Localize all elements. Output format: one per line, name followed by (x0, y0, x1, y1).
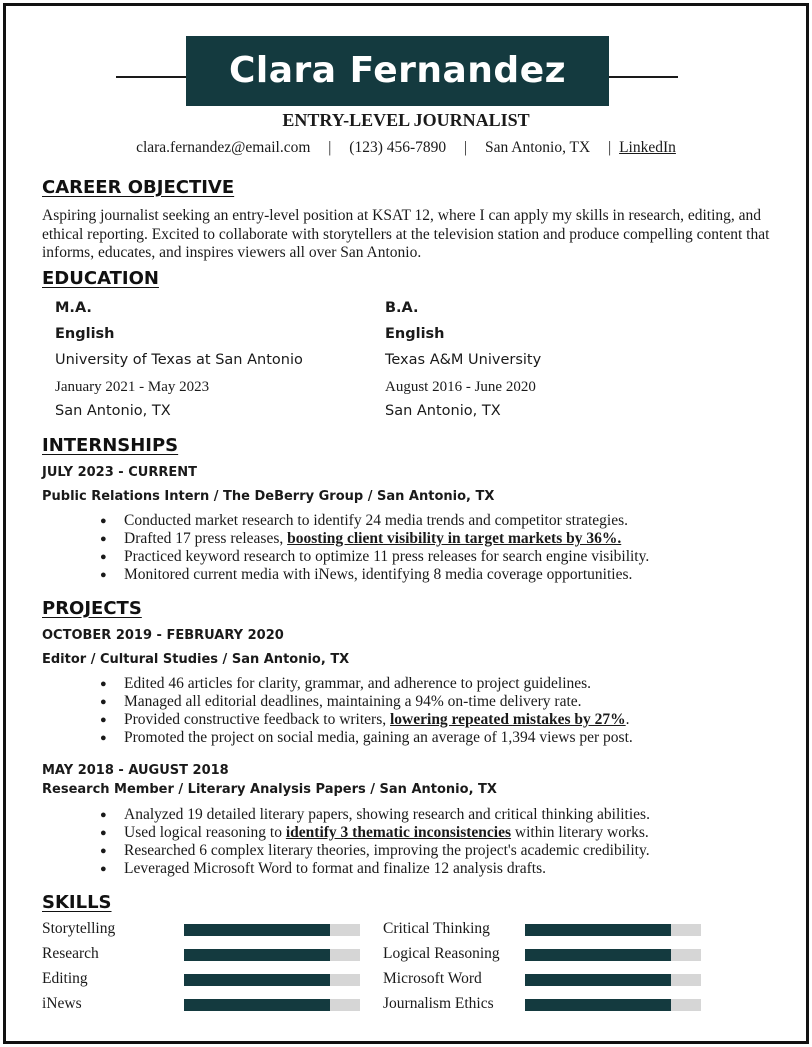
list-item: ● Promoted the project on social media, gaining an average of 1,394 views per post. (100, 729, 790, 747)
field-of-study: English (55, 326, 115, 342)
list-item: ● Provided constructive feedback to writers, lowering repeated mistakes by 27%. (100, 711, 790, 729)
skill-bar-track (525, 974, 701, 986)
skill-bar-fill (525, 974, 671, 986)
skill-bar-fill (184, 924, 330, 936)
skill-label: Logical Reasoning (383, 945, 500, 962)
skill-label: Editing (42, 970, 88, 987)
skill-bar-track (525, 924, 701, 936)
list-item: ● Drafted 17 press releases, boosting client visibility in target markets by 36%. (100, 530, 790, 548)
school-name: Texas A&M University (385, 352, 542, 368)
skill-bar-fill (525, 999, 671, 1011)
skill-bar-track (184, 949, 360, 961)
project-bullets (100, 675, 790, 747)
skill-bar-fill (184, 974, 330, 986)
list-item: ● Used logical reasoning to identify 3 thematic inconsistencies within literary works. (100, 824, 790, 842)
skill-label: iNews (42, 995, 82, 1012)
list-item: ● Practiced keyword research to optimize 11 press releases for search engine visibility. (100, 548, 790, 566)
internship-bullets (100, 512, 790, 584)
list-item: ● Conducted market research to identify 24 media trends and competitor strategies. (100, 512, 790, 530)
skill-bar-track (184, 974, 360, 986)
education-dates: August 2016 - June 2020 (385, 379, 536, 395)
project-role: Research Member / Literary Analysis Papers / San Antonio, TX (42, 782, 497, 797)
education-location: San Antonio, TX (385, 403, 501, 419)
skill-item (42, 970, 360, 992)
location-text: San Antonio, TX (485, 139, 591, 156)
skill-bar-track (525, 949, 701, 961)
skill-item (383, 970, 701, 992)
contact-separator: | (328, 139, 332, 156)
internship-dates: JULY 2023 - CURRENT (42, 465, 197, 480)
skill-item (383, 945, 701, 967)
school-name: University of Texas at San Antonio (55, 352, 303, 368)
linkedin-link[interactable]: LinkedIn (619, 139, 676, 156)
skill-label: Research (42, 945, 99, 962)
project-dates: OCTOBER 2019 - FEBRUARY 2020 (42, 628, 284, 643)
header-rule-right (606, 76, 678, 78)
skill-bar-track (525, 999, 701, 1011)
list-item: ● Edited 46 articles for clarity, grammar, and adherence to project guidelines. (100, 675, 790, 693)
skill-label: Journalism Ethics (383, 995, 494, 1012)
education-dates: January 2021 - May 2023 (55, 379, 210, 395)
candidate-name: Clara Fernandez (186, 36, 609, 106)
contact-separator: | (608, 139, 612, 156)
list-item: ● Researched 6 complex literary theories, improving the project's academic credibility. (100, 842, 790, 860)
objective-heading: CAREER OBJECTIVE (42, 177, 235, 198)
skill-bar-track (184, 924, 360, 936)
skill-item (42, 945, 360, 967)
skill-bar-fill (525, 924, 671, 936)
field-of-study: English (385, 326, 445, 342)
phone-text[interactable]: (123) 456-7890 (349, 139, 447, 156)
email-text[interactable]: clara.fernandez@email.com (136, 139, 311, 156)
list-item: ● Monitored current media with iNews, identifying 8 media coverage opportunities. (100, 566, 790, 584)
project-role: Editor / Cultural Studies / San Antonio, TX (42, 652, 350, 667)
contact-separator: | (464, 139, 468, 156)
skill-label: Critical Thinking (383, 920, 490, 937)
project-dates: MAY 2018 - AUGUST 2018 (42, 763, 229, 778)
resume-page (3, 3, 809, 1044)
skill-label: Microsoft Word (383, 970, 482, 987)
education-location: San Antonio, TX (55, 403, 171, 419)
projects-heading: PROJECTS (42, 598, 142, 619)
skill-item (42, 920, 360, 942)
skill-bar-track (184, 999, 360, 1011)
internships-heading: INTERNSHIPS (42, 435, 179, 456)
skill-item (383, 920, 701, 942)
education-heading: EDUCATION (42, 268, 159, 289)
skill-item (42, 995, 360, 1017)
education-entry (385, 298, 705, 428)
degree: B.A. (385, 300, 419, 316)
header-rule-left (116, 76, 188, 78)
education-entry (55, 298, 375, 428)
job-title: ENTRY-LEVEL JOURNALIST (282, 110, 530, 130)
skill-bar-fill (184, 949, 330, 961)
project-bullets (100, 806, 790, 878)
skill-label: Storytelling (42, 920, 116, 937)
contact-line (6, 139, 806, 157)
skills-heading: SKILLS (42, 892, 112, 913)
skill-bar-fill (184, 999, 330, 1011)
internship-role: Public Relations Intern / The DeBerry Group / San Antonio, TX (42, 489, 495, 504)
skill-bar-fill (525, 949, 671, 961)
objective-text: Aspiring journalist seeking an entry-level position at KSAT 12, where I can apply my skills in research, editing, and ethical reporting. Excited to collaborate with storytellers at the television station and produce compelling content that informs, educates, and inspires viewers all over San Antonio. (42, 207, 770, 261)
degree: M.A. (55, 300, 92, 316)
skill-item (383, 995, 701, 1017)
list-item: ● Managed all editorial deadlines, maintaining a 94% on-time delivery rate. (100, 693, 790, 711)
list-item: ● Analyzed 19 detailed literary papers, showing research and critical thinking abilities. (100, 806, 790, 824)
list-item: ● Leveraged Microsoft Word to format and finalize 12 analysis drafts. (100, 860, 790, 878)
